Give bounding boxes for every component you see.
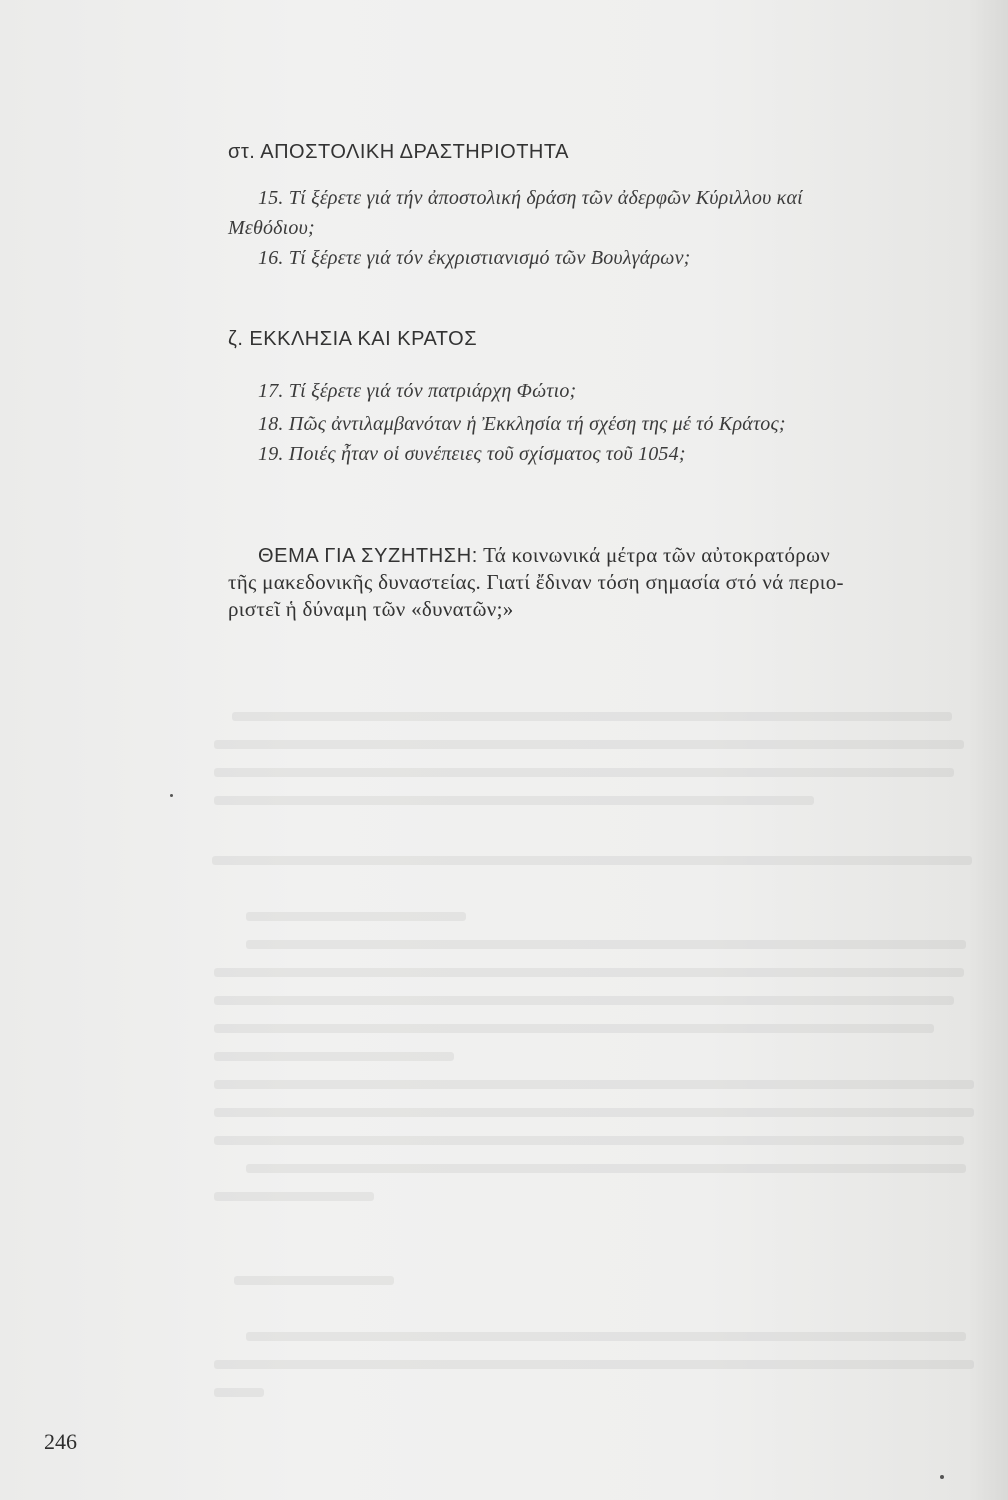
- section-heading-apostolic-activity: στ. ΑΠΟΣΤΟΛΙΚΗ ΔΡΑΣΤΗΡΙΟΤΗΤΑ: [228, 141, 569, 163]
- discussion-line-1: [258, 543, 830, 568]
- scan-speck: [170, 794, 173, 797]
- question-15-line-2: Μεθόδιου;: [228, 217, 315, 239]
- discussion-label: ΘΕΜΑ ΓΙΑ ΣΥΖΗΤΗΣΗ:: [258, 545, 478, 567]
- question-17: 17. Τί ξέρετε γιά τόν πατριάρχη Φώτιο;: [258, 380, 577, 402]
- discussion-text-1: Τά κοινωνικά μέτρα τῶν αὐτοκρατόρων: [483, 543, 830, 567]
- page-number: 246: [44, 1429, 77, 1454]
- question-19: 19. Ποιές ἦταν οἱ συνέπειες τοῦ σχίσματος τοῦ 1054;: [258, 443, 686, 465]
- discussion-line-3: ριστεῖ ἡ δύναμη τῶν «δυνατῶν;»: [228, 597, 514, 621]
- discussion-line-2: τῆς μακεδονικῆς δυναστείας. Γιατί ἔδιναν τόση σημασία στό νά περιο-: [228, 570, 844, 594]
- section-heading-church-and-state: ζ. ΕΚΚΛΗΣΙΑ ΚΑΙ ΚΡΑΤΟΣ: [228, 328, 478, 350]
- question-15-line-1: 15. Τί ξέρετε γιά τήν ἀποστολική δράση τῶν ἀδερφῶν Κύριλλου καί: [258, 187, 803, 209]
- question-18: 18. Πῶς ἀντιλαμβανόταν ἡ Ἐκκλησία τή σχέση της μέ τό Κράτος;: [258, 413, 786, 435]
- scan-speck: [940, 1475, 944, 1479]
- question-16: 16. Τί ξέρετε γιά τόν ἐκχριστιανισμό τῶν Βουλγάρων;: [258, 247, 691, 269]
